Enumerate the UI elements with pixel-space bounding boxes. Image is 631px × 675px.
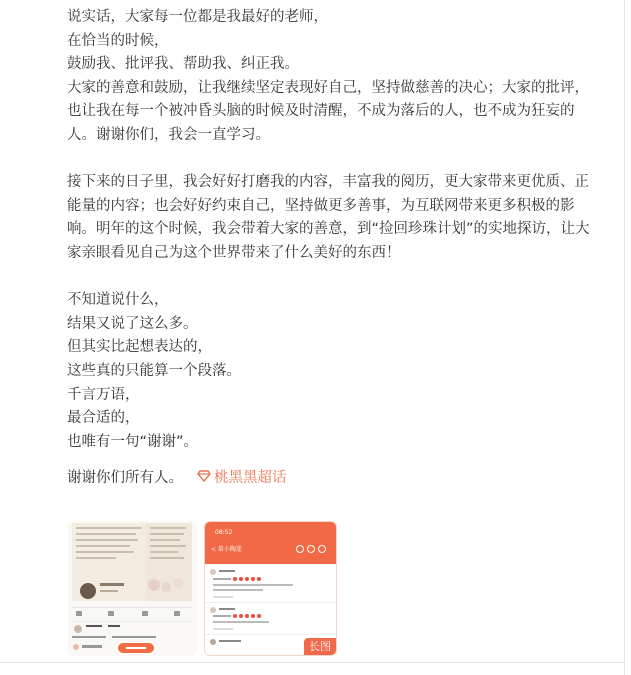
text-line: 但其实比起想表达的， [67,339,212,356]
text-line: 能量的内容；也会好好约束自己，坚持做更多善事，为互联网带来更多积极的影 [67,197,575,214]
text-line: 也唯有一句“谢谢”。 [67,433,199,450]
screenshot-preview [68,521,197,656]
supertopic-link[interactable] [197,466,287,487]
image-thumbnail-1[interactable] [68,521,197,656]
chat-header: < 第小陶迷 [211,546,242,553]
text-line: 鼓励我、批评我、帮助我、纠正我。 [67,56,299,73]
text-line: 结果又说了这么多。 [67,315,198,332]
supertopic-diamond-icon [197,469,211,483]
text-line: 千言万语， [67,386,140,403]
text-line: 家亲眼看见自己为这个世界带来了什么美好的东西！ [67,244,401,261]
paragraph-1 [67,6,615,148]
text-line: 人。谢谢你们，我会一直学习。 [67,126,270,143]
image-thumbnail-2[interactable] [204,521,337,656]
text-line: 说实话，大家每一位都是我最好的老师， [67,9,328,25]
paragraph-2 [67,171,615,265]
text-line: 响。明年的这个时候，我会带着大家的善意，到“捡回珍珠计划”的实地探访，让大 [67,221,590,238]
paragraph-3 [67,289,615,454]
supertopic-label: 桃黑黑超话 [214,469,287,486]
long-image-badge: 长图 [304,638,336,655]
closing-row [67,464,615,488]
text-line: 不知道说什么， [67,292,169,309]
text-line: 接下来的日子里，我会好好打磨我的内容，丰富我的阅历，更大家带来更优质、正 [67,174,589,191]
text-line: 这些真的只能算一个段落。 [67,362,241,379]
right-divider [624,0,625,675]
text-line: 最合适的， [67,410,140,427]
closing-text: 谢谢你们所有人。 [67,469,183,486]
chat-screenshot-preview [205,522,337,656]
post-text [67,6,615,488]
image-grid [68,521,338,656]
text-line: 在恰当的时候， [67,32,169,49]
bottom-divider [0,662,625,663]
text-line: 大家的善意和鼓励，让我继续坚定表现好自己，坚持做慈善的决心；大家的批评， [67,79,589,96]
text-line: 也让我在每一个被冲昏头脑的时候及时清醒，不成为落后的人，也不成为狂妄的 [67,103,575,120]
status-time: 08:52 [215,529,233,536]
